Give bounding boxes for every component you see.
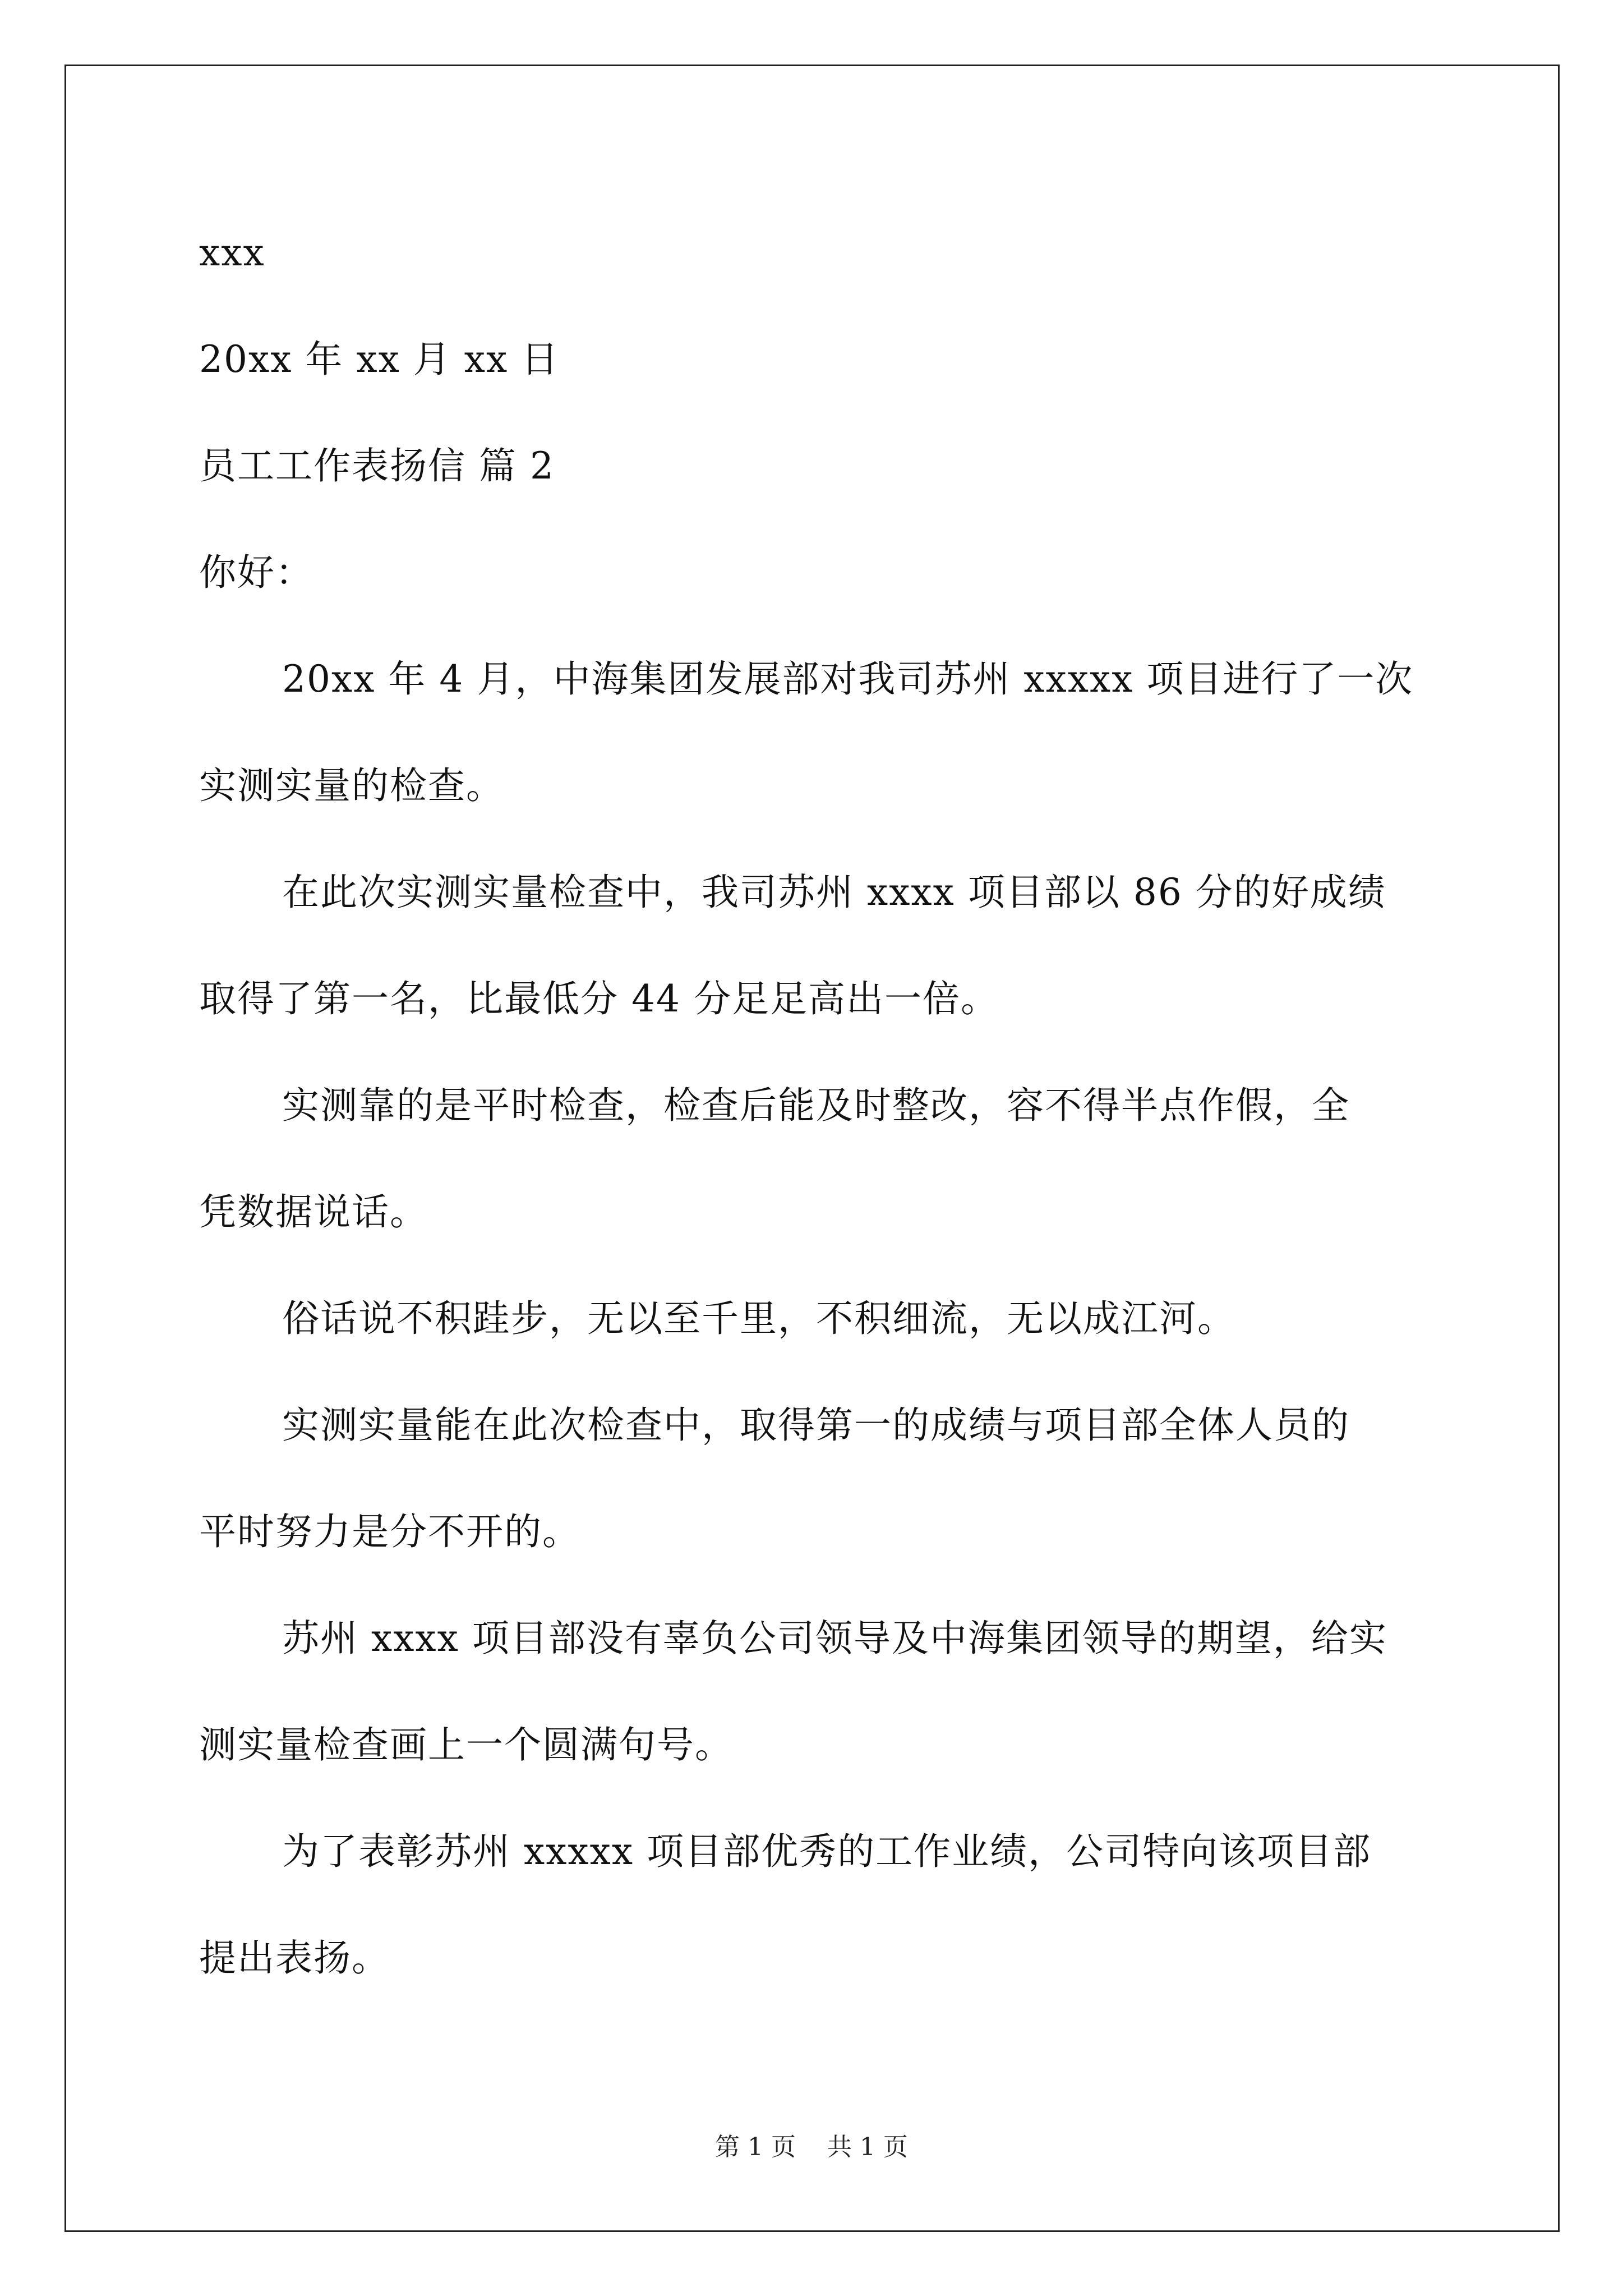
paragraph-line: 测实量检查画上一个圆满句号。 — [199, 1723, 733, 1766]
paragraph-line: 平时努力是分不开的。 — [199, 1510, 580, 1553]
paragraph-line: 实测靠的是平时检查，检查后能及时整改，容不得半点作假，全 — [282, 1084, 1350, 1127]
paragraph-line: 取得了第一名，比最低分 44 分足足高出一倍。 — [199, 977, 999, 1020]
paragraph-line: 凭数据说话。 — [199, 1190, 428, 1234]
section-title: 员工工作表扬信 篇 2 — [199, 444, 555, 487]
page-border — [64, 65, 1560, 2232]
page-number-footer: 第 1 页 共 1 页 — [715, 2133, 908, 2161]
paragraph-line: 苏州 xxxx 项目部没有辜负公司领导及中海集团领导的期望，给实 — [282, 1617, 1387, 1660]
paragraph-line: 提出表扬。 — [199, 1936, 390, 1980]
paragraph-line: 在此次实测实量检查中，我司苏州 xxxx 项目部以 86 分的好成绩 — [282, 871, 1386, 914]
paragraph-line: 20xx 年 4 月，中海集团发展部对我司苏州 xxxxx 项目进行了一次 — [282, 657, 1414, 701]
salutation: 你好： — [199, 551, 313, 594]
paragraph-line: 实测实量能在此次检查中，取得第一的成绩与项目部全体人员的 — [282, 1404, 1350, 1447]
paragraph-line: 为了表彰苏州 xxxxx 项目部优秀的工作业绩，公司特向该项目部 — [282, 1830, 1372, 1873]
date-line: 20xx 年 xx 月 xx 日 — [199, 338, 560, 381]
paragraph-line: 实测实量的检查。 — [199, 764, 504, 807]
paragraph-line: 俗话说不积跬步，无以至千里，不积细流，无以成江河。 — [282, 1297, 1235, 1340]
signature: xxx — [199, 231, 265, 274]
